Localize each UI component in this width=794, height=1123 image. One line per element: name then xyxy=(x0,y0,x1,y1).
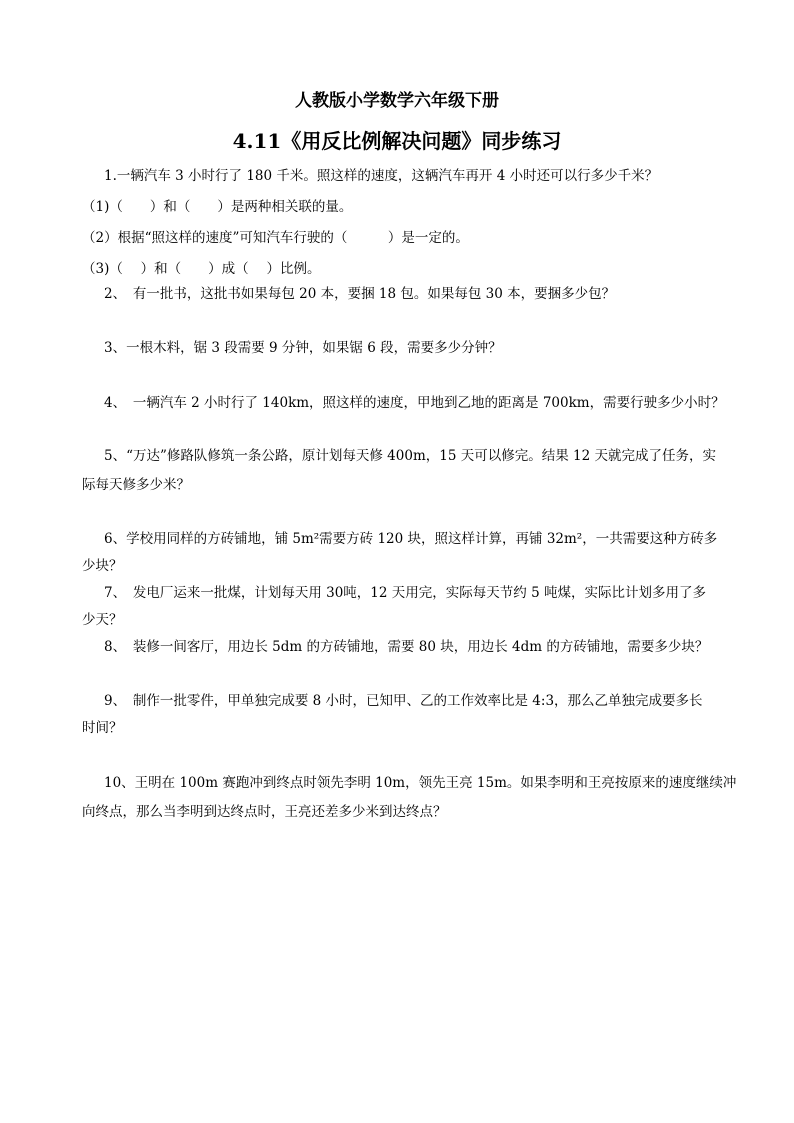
question-7-line-1: 7、 发电厂运来一批煤，计划每天用 30吨，12 天用完，实际每天节约 5 吨煤，实际比计划多用了多 xyxy=(104,585,706,601)
question-5-line-1: 5、“万达”修路队修筑一条公路，原计划每天修 400m，15 天可以修完。结果 12 天就完成了任务，实 xyxy=(104,448,716,464)
question-2: 2、 有一批书，这批书如果每包 20 本，要捆 18 包。如果每包 30 本，要捆多少包？ xyxy=(104,286,616,302)
question-6-line-1: 6、学校用同样的方砖铺地，铺 5m²需要方砖 120 块，照这样计算，再铺 32m²，一共需要这种方砖多 xyxy=(104,531,718,547)
question-1-sub-1: （1)（ ）和（ ）是两种相关联的量。 xyxy=(82,199,353,215)
page-title: 人教版小学数学六年级下册 xyxy=(295,91,499,111)
question-7-line-2: 少天？ xyxy=(82,612,123,628)
question-6-line-2: 少块？ xyxy=(82,558,123,574)
question-1-stem: 1.一辆汽车 3 小时行了 180 千米。照这样的速度，这辆汽车再开 4 小时还可以行多少千米？ xyxy=(104,168,659,184)
question-10-line-2: 向终点，那么当李明到达终点时，王亮还差多少米到达终点？ xyxy=(82,804,447,820)
question-4: 4、 一辆汽车 2 小时行了 140km，照这样的速度，甲地到乙地的距离是 700km，需要行驶多少小时？ xyxy=(104,395,725,411)
question-10-line-1: 10、王明在 100m 赛跑冲到终点时领先李明 10m，领先王亮 15m。如果李明和王亮按原来的速度继续冲 xyxy=(104,775,737,791)
question-5-line-2: 际每天修多少米？ xyxy=(82,477,190,493)
question-3: 3、一根木料，锯 3 段需要 9 分钟，如果锯 6 段，需要多少分钟？ xyxy=(104,340,502,356)
question-9-line-2: 时间？ xyxy=(82,720,123,736)
page-subtitle: 4.11《用反比例解决问题》同步练习 xyxy=(232,129,562,153)
question-1-sub-2: （2）根据“照这样的速度”可知汽车行驶的（ ）是一定的。 xyxy=(82,230,469,246)
question-1-sub-3: （3)（ ）和（ ）成（ ）比例。 xyxy=(82,261,321,277)
question-8: 8、 装修一间客厅，用边长 5dm 的方砖铺地，需要 80 块，用边长 4dm 的方砖铺地，需要多少块？ xyxy=(104,639,709,655)
question-9-line-1: 9、 制作一批零件，甲单独完成要 8 小时，已知甲、乙的工作效率比是 4:3，那么乙单独完成要多长 xyxy=(104,693,703,709)
